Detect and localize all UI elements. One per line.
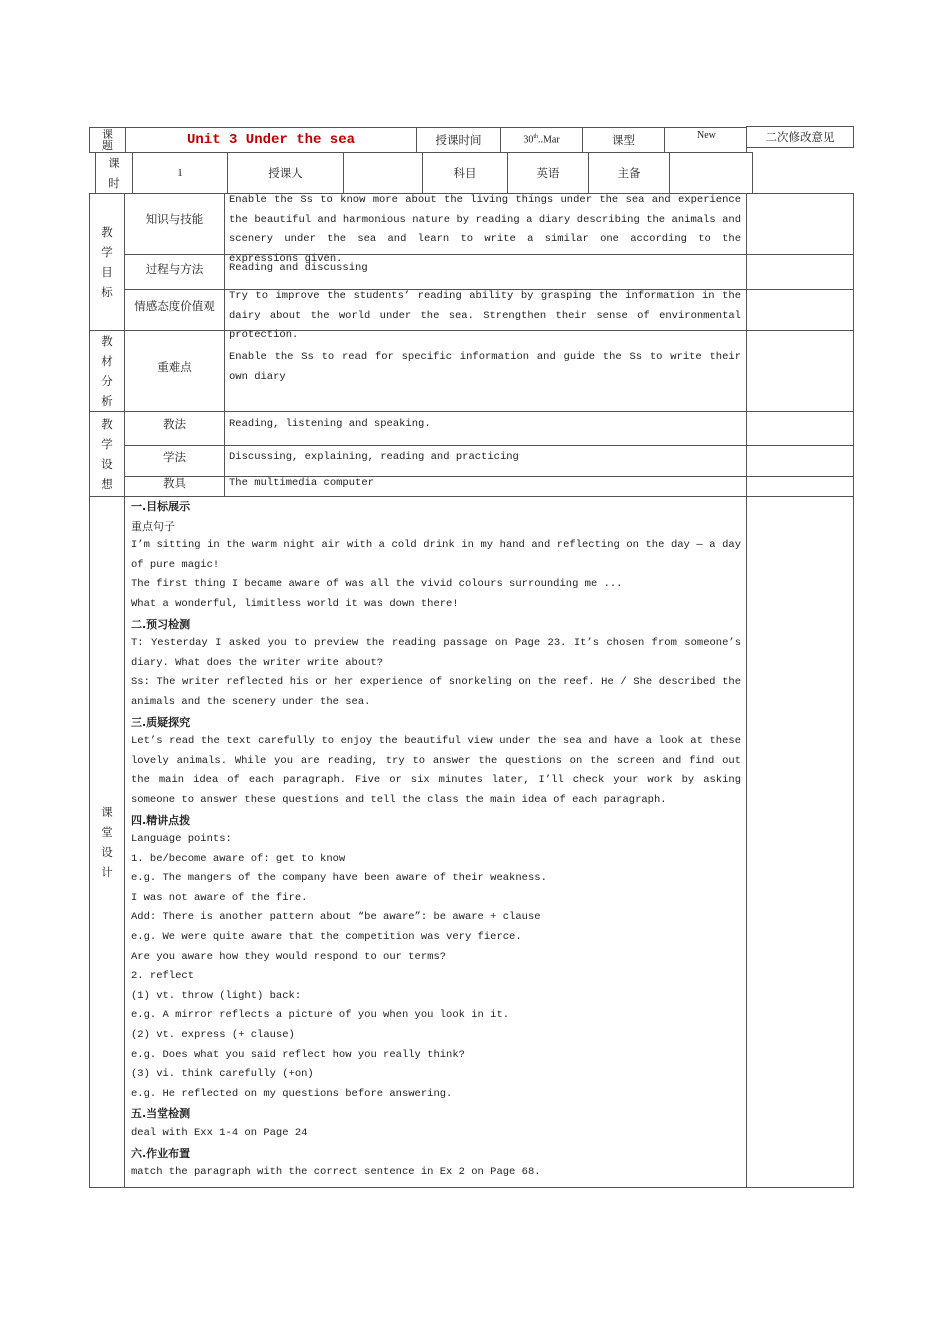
type-label: 课型 xyxy=(612,133,635,147)
design-line: e.g. Does what you said reflect how you really think? xyxy=(131,1048,465,1061)
method-label: 教法 xyxy=(163,417,186,431)
time-label: 授课时间 xyxy=(435,133,482,147)
design-line: I’m sitting in the warm night air with a cold drink in my hand and reflecting on the day — a day of pure magic! xyxy=(131,539,741,571)
subject-label: 科目 xyxy=(453,166,477,180)
type-value-cell xyxy=(664,127,747,153)
design-line: Are you aware how they would respond to our terms? xyxy=(131,950,447,963)
knowledge-label: 知识与技能 xyxy=(145,212,204,226)
design-line: Let’s read the text carefully to enjoy the beautiful view under the sea and have a look at these lovely animals. While you are reading, try to answer the questions on the screen and find out the main idea of each paragraph. Five or six minutes later, I’ll check your work by asking someone to answer these questions and tell the class the main idea of each paragraph. xyxy=(131,735,741,806)
revision-label: 二次修改意见 xyxy=(765,130,835,144)
main-value-cell xyxy=(669,152,753,194)
type-value: New xyxy=(697,130,716,141)
design-line: 1. be/become aware of: get to know xyxy=(131,852,346,865)
main-label: 主备 xyxy=(617,166,641,180)
title-cell xyxy=(125,127,417,153)
revision-header-cell xyxy=(746,126,854,148)
key-points-text: Enable the Ss to read for specific information and guide the Ss to write their own diary xyxy=(229,351,741,383)
design-line: (1) vt. throw (light) back: xyxy=(131,989,302,1002)
design-line: (2) vt. express (+ clause) xyxy=(131,1029,295,1042)
design-line: 2. reflect xyxy=(131,970,195,983)
design-section-heading: 六.作业布置 xyxy=(131,1146,191,1160)
design-line: e.g. We were quite aware that the competition was very fierce. xyxy=(131,931,522,944)
design-section-heading: 二.预习检测 xyxy=(131,617,191,631)
design-line: e.g. The mangers of the company have been aware of their weakness. xyxy=(131,872,547,885)
tool-label: 教具 xyxy=(163,476,186,490)
subject-label-cell xyxy=(422,152,508,194)
analysis-section-label: 教材分析 xyxy=(101,333,113,408)
period-value-cell xyxy=(132,152,228,194)
design-line: Language points: xyxy=(131,833,232,846)
goals-section-label: 教学目标 xyxy=(101,224,113,299)
emotion-text: Try to improve the students’ reading ability by grasping the information in the dairy about the world under the sea. Strengthen their sense of environmental protection. xyxy=(229,290,741,342)
design-line: deal with Exx 1-4 on Page 24 xyxy=(131,1127,308,1139)
design-line: T: Yesterday I asked you to preview the reading passage on Page 23. It’s chosen from someone’s diary. What does the writer write about? xyxy=(131,637,741,669)
design-line: The first thing I became aware of was all the vivid colours surrounding me ... xyxy=(131,578,623,591)
period-value: 1 xyxy=(177,167,183,179)
design-line: I was not aware of the fire. xyxy=(131,891,308,904)
design-section-label: 课堂设计 xyxy=(101,805,113,879)
design-line: Ss: The writer reflected his or her experience of snorkeling on the reef. He / She described the animals and the scenery under the sea. xyxy=(131,676,741,708)
emotion-label: 情感态度价值观 xyxy=(134,299,215,313)
subject-value: 英语 xyxy=(536,166,560,180)
teacher-value-cell xyxy=(343,152,423,194)
type-label-cell xyxy=(582,127,665,153)
design-content xyxy=(131,497,741,1183)
process-label: 过程与方法 xyxy=(145,261,204,276)
period-label: 课时 xyxy=(108,156,120,190)
process-text: Reading and discussing xyxy=(229,262,368,274)
lesson-title: Unit 3 Under the sea xyxy=(186,132,356,148)
subject-value-cell xyxy=(507,152,589,194)
design-line: e.g. A mirror reflects a picture of you when you look in it. xyxy=(131,1009,510,1022)
teaching-section-label: 教学设想 xyxy=(101,416,113,491)
main-label-cell xyxy=(588,152,670,194)
design-line: Add: There is another pattern about “be aware”: be aware + clause xyxy=(131,911,541,924)
method-text: Reading, listening and speaking. xyxy=(229,418,431,430)
study-label: 学法 xyxy=(163,450,186,464)
date-cell xyxy=(500,127,583,153)
design-line: (3) vi. think carefully (+on) xyxy=(131,1068,314,1081)
topic-label: 课题 xyxy=(102,128,113,152)
design-section-heading: 四.精讲点拨 xyxy=(131,813,191,827)
design-line: 重点句子 xyxy=(131,519,175,533)
study-text: Discussing, explaining, reading and practicing xyxy=(229,451,519,463)
design-section-heading: 五.当堂检测 xyxy=(131,1107,191,1121)
design-section-heading: 一.目标展示 xyxy=(131,500,191,513)
design-section-heading: 三.质疑探究 xyxy=(131,715,191,729)
time-label-cell xyxy=(416,127,501,153)
design-line: What a wonderful, limitless world it was down there! xyxy=(131,597,459,610)
key-points-label: 重难点 xyxy=(157,359,192,374)
design-line: e.g. He reflected on my questions before answering. xyxy=(131,1087,453,1100)
teacher-label: 授课人 xyxy=(268,166,303,180)
tool-text: The multimedia computer xyxy=(229,477,374,489)
topic-label-cell xyxy=(89,127,126,153)
knowledge-text: Enable the Ss to know more about the living things under the sea and experience the beautiful and harmonious nature by reading a diary describing the animals and scenery under the sea and learn to write a similar one according to the expressions given. xyxy=(229,194,741,265)
period-label-cell xyxy=(95,152,133,194)
teacher-label-cell xyxy=(227,152,344,194)
design-line: match the paragraph with the correct sentence in Ex 2 on Page 68. xyxy=(131,1166,541,1179)
lesson-date: 30th..Mar xyxy=(523,134,560,146)
